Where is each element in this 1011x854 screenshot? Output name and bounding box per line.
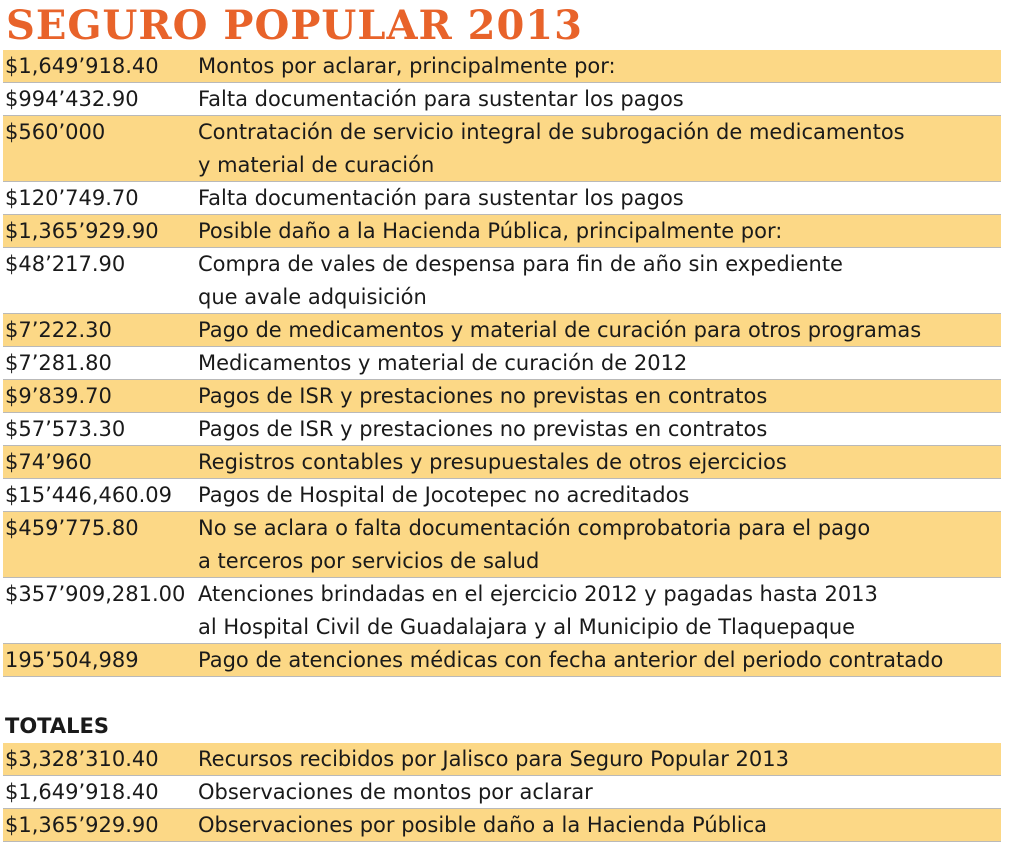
table-row xyxy=(3,446,1001,479)
table-row xyxy=(3,347,1001,380)
description-cell: No se aclara o falta documentación comprobatoria para el pago a terceros por servicios de salud xyxy=(198,516,871,573)
amount-cell: $57’573.30 xyxy=(5,417,126,441)
amount-cell: $15’446,460.09 xyxy=(5,483,172,507)
description-cell: Posible daño a la Hacienda Pública, principalmente por: xyxy=(198,219,783,243)
amount-cell: $9’839.70 xyxy=(5,384,112,408)
description-cell: Montos por aclarar, principalmente por: xyxy=(198,54,616,78)
amount-cell: $1,365’929.90 xyxy=(5,219,159,243)
description-cell: Recursos recibidos por Jalisco para Seguro Popular 2013 xyxy=(198,747,789,771)
description-cell: Pago de atenciones médicas con fecha anterior del periodo contratado xyxy=(198,648,944,672)
amount-cell: $357’909,281.00 xyxy=(5,582,186,606)
table-row xyxy=(3,314,1001,347)
table-row xyxy=(3,644,1001,677)
amount-cell: $459’775.80 xyxy=(5,516,139,540)
table-row xyxy=(3,182,1001,215)
description-cell: Pagos de ISR y prestaciones no previstas en contratos xyxy=(198,384,768,408)
totals-heading: TOTALES xyxy=(5,714,109,738)
table-row xyxy=(3,413,1001,446)
description-cell: Registros contables y presupuestales de otros ejercicios xyxy=(198,450,787,474)
description-cell: Observaciones por posible daño a la Hacienda Pública xyxy=(198,813,768,837)
description-cell: Atenciones brindadas en el ejercicio 2012 y pagadas hasta 2013 al Hospital Civil de Guadalajara y al Municipio de Tlaquepaque xyxy=(198,582,878,639)
amount-cell: $74’960 xyxy=(5,450,92,474)
amount-cell: $1,365’929.90 xyxy=(5,813,159,837)
description-cell: Contratación de servicio integral de subrogación de medicamentos y material de curación xyxy=(198,120,905,177)
amount-cell: $48’217.90 xyxy=(5,252,126,276)
amount-cell: $3,328’310.40 xyxy=(5,747,159,771)
description-cell: Pagos de ISR y prestaciones no previstas en contratos xyxy=(198,417,768,441)
totals-table xyxy=(3,743,1001,842)
amount-cell: $1,649’918.40 xyxy=(5,780,159,804)
amount-cell: $7’222.30 xyxy=(5,318,112,342)
description-cell: Falta documentación para sustentar los pagos xyxy=(198,186,684,210)
table-row xyxy=(3,578,1001,644)
description-cell: Falta documentación para sustentar los pagos xyxy=(198,87,684,111)
table-row xyxy=(3,380,1001,413)
amount-cell: $7’281.80 xyxy=(5,351,112,375)
table-row xyxy=(3,215,1001,248)
table-row xyxy=(3,83,1001,116)
description-cell: Medicamentos y material de curación de 2012 xyxy=(198,351,688,375)
table-row xyxy=(3,776,1001,809)
table-row xyxy=(3,116,1001,182)
table-row xyxy=(3,743,1001,776)
description-cell: Compra de vales de despensa para fin de año sin expediente que avale adquisición xyxy=(198,252,843,309)
table-row xyxy=(3,50,1001,83)
description-cell: Observaciones de montos por aclarar xyxy=(198,780,593,804)
amount-cell: $560’000 xyxy=(5,120,106,144)
table-row xyxy=(3,479,1001,512)
description-cell: Pago de medicamentos y material de curación para otros programas xyxy=(198,318,922,342)
table-row xyxy=(3,809,1001,842)
observations-table xyxy=(3,50,1001,677)
amount-cell: 195’504,989 xyxy=(5,648,139,672)
table-row xyxy=(3,512,1001,578)
amount-cell: $120’749.70 xyxy=(5,186,139,210)
description-cell: Pagos de Hospital de Jocotepec no acreditados xyxy=(198,483,690,507)
amount-cell: $994’432.90 xyxy=(5,87,139,111)
page-title: SEGURO POPULAR 2013 xyxy=(6,2,583,49)
amount-cell: $1,649’918.40 xyxy=(5,54,159,78)
table-row xyxy=(3,248,1001,314)
